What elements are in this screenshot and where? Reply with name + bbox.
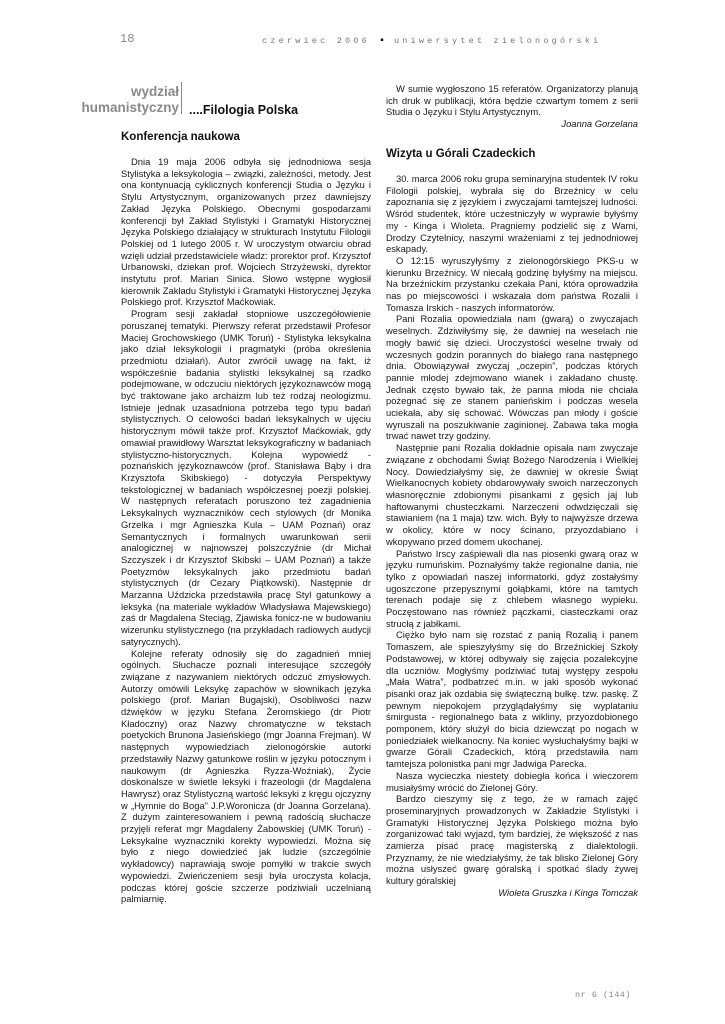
article-title-konferencja: Konferencja naukowa — [121, 131, 240, 143]
signature-wizyta: Wioleta Gruszka i Kinga Tomczak — [498, 886, 638, 898]
paragraph: Następnie pani Rozalia dokładnie opisała nam zwyczaje związane z obchodami Świąt Bożego Narodzenia i Wielkiej Nocy. Dowiedziałyśmy się, że dawniej w okresie Świąt Wielkanocnych kobiety obdarowywały swoich narzeczonych własnoręcznie zdobionymi pisankami z gęsich jaj lub haftowanymi chusteczkami. Narzeczeni odwdzięczali się stawianiem (na 1 maja) tzw. wich. Były to najwyższe drzewa w okolicy, które w nocy ścinano, przyozdabiano i wkopywano przed domem ukochanej. — [386, 442, 638, 547]
article-body-konferencja — [121, 156, 371, 905]
section-divider — [181, 82, 182, 114]
signature-konferencja: Joanna Gorzelana — [561, 118, 638, 130]
publication-name: uniwersytet zielonogórski — [393, 36, 602, 46]
running-header — [262, 36, 601, 47]
article-body-wizyta — [386, 173, 638, 899]
header-separator: ▪ — [378, 36, 385, 47]
paragraph: Państwo Irscy zaśpiewali dla nas piosenki gwarą oraz w języku rumuńskim. Poznałyśmy także regionalne dania, nie tylko z opowiadań naszej informatorki, gdyż zostałyśmy ugoszczone przepysznymi gołąbkami, które na tamtych terenach podaje się z chlebem własnego wypieku. Poczęstowano nas również pączkami, ciasteczkami oraz strucłą z jabłkami. — [386, 547, 638, 629]
section-title: ....Filologia Polska — [189, 103, 299, 117]
paragraph: 30. marca 2006 roku grupa seminaryjna studentek IV roku Filologii polskiej, wybrała się do Brzeźnicy w celu zapoznania się z językiem i zwyczajami tamtejszej ludności. Wśród studentek, które uczestniczyły w wyprawie byłyśmy my - Kinga i Wioleta. Pragniemy podzielić się z Wami, Drodzy Czytelnicy, naszymi wrażeniami z tej jednodniowej eskapady. — [386, 173, 638, 255]
page-number: 18 — [120, 32, 135, 46]
paragraph: W sumie wygłoszono 15 referatów. Organizatorzy planują ich druk w publikacji, która będzie czwartym tomem z serii Studia o Języku i Stylu Artystycznym. — [386, 83, 638, 118]
paragraph: Pani Rozalia opowiedziała nam (gwarą) o zwyczajach weselnych. Zdziwiłyśmy się, że dawniej na weselach nie mogły bawić się dzieci. Uroczystości weselne trwały od wczesnych godzin porannych do białego rana następnego dnia. Obowiązywał zwyczaj „oczepin”, podczas których pannie młodej zdejmowano wianek i zakładano chustę. Jednak często bywało tak, że panna młoda nie chciała pożegnać się ze stanem panieńskim i podczas wesela uciekała, aby się schować. Wówczas pan młody i goście wyruszali na poszukiwanie zaginionej. Zabawa taka mogła trwać nawet trzy godziny. — [386, 313, 638, 442]
section-label-line1: wydział — [130, 84, 179, 99]
paragraph: Bardzo cieszymy się z tego, że w ramach zajęć proseminaryjnych prowadzonych w Zakładzie Stylistyki i Gramatyki Historycznej Języka Polskiego można było zorganizować taki wyjazd, tym bardziej, że większość z nas zamierza pisać pracę magisterską z dialektologii. Przyznamy, że nie wiedziałyśmy, że tak blisko Zielonej Góry można usłyszeć gwarę góralską i spotkać ślady żywej kultury góralskiej — [386, 793, 638, 887]
paragraph: Dnia 19 maja 2006 odbyła się jednodniowa sesja Stylistyka a leksykologia – związki, zależności, metody. Jest ona kontynuacją cyklicznych konferencji Studia o Języku i Stylu Artystycznym, organizowanych przez dawniejszy Zakład Języka Polskiego. Obecnymi gospodarzami konferencji był Zakład Stylistyki i Gramatyki Historycznej Języka Polskiego działający w strukturach Instytutu Filologii Polskiej od 1 lutego 2005 r. W uroczystym otwarciu obrad wzięli udział przedstawiciele władz: prorektor prof. Krzysztof Urbanowski, dziekan prof. Wojciech Strzyżewski, dyrektor instytutu prof. Marian Sinica. Słowo wstępne wygłosił kierownik Zakładu Stylistyki i Gramatyki Historycznej Języka Polskiego prof. Krzysztof Maćkowiak. — [121, 156, 371, 308]
paragraph: Nasza wycieczka niestety dobiegła końca i wieczorem musiałyśmy wrócić do Zielonej Góry. — [386, 769, 638, 793]
article-title-wizyta: Wizyta u Górali Czadeckich — [386, 148, 536, 160]
article-continuation-konferencja — [386, 83, 638, 130]
paragraph: Ciężko było nam się rozstać z panią Rozalią i panem Tomaszem, ale spieszyłyśmy się do Brzeźnickiej Szkoły Podstawowej, w której odbywały się zajęcia pozalekcyjne dla uczniów. Mogłyśmy podziwiać tutaj występy zespołu „Mała Watra”, podbatrzeć m.in. w jaki sposób wykonać pisanki oraz jak ozdabia się świąteczną bułkę. tzw. paskę. Z pewnym niepokojem przyglądałyśmy się wyplataniu śmirgusta - regionalnego bata z wikliny, przyozdobionego pomponem, który służył do bicia dziewcząt po nogach w poniedziałek wielkanocny. Na koniec wysłuchałyśmy bajki w gwarze Górali Czadeckich, którą przedstawiła nam tamtejsza polonistka pani mgr Jadwiga Parecka. — [386, 629, 638, 770]
paragraph: Kolejne referaty odnosiły się do zagadnień mniej ogólnych. Słuchacze poznali interesujące szczegóły związane z nazywaniem niektórych odczuć zmysłowych. Autorzy omówili Leksykę zapachów w słownikach języka polskiego (prof. Marian Bugajski), Osobliwości nazw dźwięków w języku Stefana Żeromskiego (dr Piotr Kładoczny) oraz Nazwy chromatyczne w tekstach poetyckich Brunona Jasieńskiego (mgr Joanna Frejman). W następnych wypowiedziach zielonogórskie autorki przedstawiły Nazwy gatunkowe roślin w języku potocznym i naukowym (dr Agnieszka Ryzza-Woźniak), Życie doskonalsze w świetle leksyki i frazeologii (dr Magdalena Hawrysz) oraz Stylistyczną wartość leksyki z kręgu ojczyzny w „Hymnie do Boga” J.P.Woronicza (dr Joanna Gorzelana). Z dużym zainteresowaniem i pewną radością słuchacze przyjęli referat mgr Magdaleny Żabowskiej (UMK Toruń) - Leksykalne wyznaczniki korekty wypowiedzi. Można się było z niego dowiedzieć jak ludzie (szczególnie wykładowcy) naprawiają swoje pomyłki w trakcie swych wypowiedzi. Zwieńczeniem sesji była uroczysta kolacja, podczas której goście szczerze podziwiali uczelnianą palmiarnię. — [121, 647, 371, 905]
paragraph: O 12:15 wyruszyłyśmy z zielonogórskiego PKS-u w kierunku Brzeźnicy. W niecałą godzinę byłyśmy na miejscu. Na brzeźnickim przystanku czekała Pani, która oprowadziła nas po miejscowości i wskazała dom państwa Rozalii i Tomasza Irskich - naszych informatorów. — [386, 254, 638, 313]
issue-date: czerwiec 2006 — [262, 36, 370, 46]
section-label-line2: humanistyczny — [81, 100, 179, 115]
issue-number: nr 6 (144) — [575, 990, 632, 1000]
paragraph: Program sesji zakładał stopniowe uszczegółowienie poruszanej tematyki. Pierwszy referat przedstawił Profesor Maciej Grochowskiego (UMK Toruń) - Stylistyka leksykalna jako dział leksykologii i pragmatyki (próba określenia przedmiotu działań). Autor zwrócił uwagę na fakt, iż współcześnie badania stylistki leksykalnej są rzadko podejmowane, w odczuciu niektórych językoznawców mogą być traktowane jako archaizm lub też rodzaj neologizmu. Istnieje jednak uzasadniona potrzeba tego typu badań stylistycznych. O celowości badań leksykalnych w ujęciu historycznym mówił także prof. Krzysztof Maćkowiak, gdy omawiał prawidłowy Warsztat leksykograficzny w badaniach stylistyczno-historycznych. Kolejna wypowiedź - poznańskich językoznawców (prof. Stanisława Bąby i dra Krzysztofa Skibskiego) - dotyczyła Perspektywy tekstologicznej w badaniach współczesnej poezji polskiej. W następnych referatach poruszono też zagadnienia Leksykalnych wyznaczników cech stylowych (dr Monika Grzelka i mgr Agnieszka Kula – UAM Poznań) oraz Semantycznych i formalnych uwarunkowań serii analogicznej w najnowszej polszczyźnie (dr Michał Szczyszek i dr Krzysztof Skibski – UAM Poznań) a także Poetyzmów leksykalnych jako przedmiotu badań stylistycznych (dr Cezary Piątkowski). Następnie dr Marzanna Uździcka przedstawiła pracę Styl gatunkowy a leksyka (na materiale wykładów Władysława Majewskiego) zaś dr Magdalena Steciąg, Zjawiska fonicz-ne w budowaniu wizerunku stylistycznego (na przykładach radiowych audycji satyrycznych). — [121, 308, 371, 647]
section-label — [81, 84, 179, 116]
